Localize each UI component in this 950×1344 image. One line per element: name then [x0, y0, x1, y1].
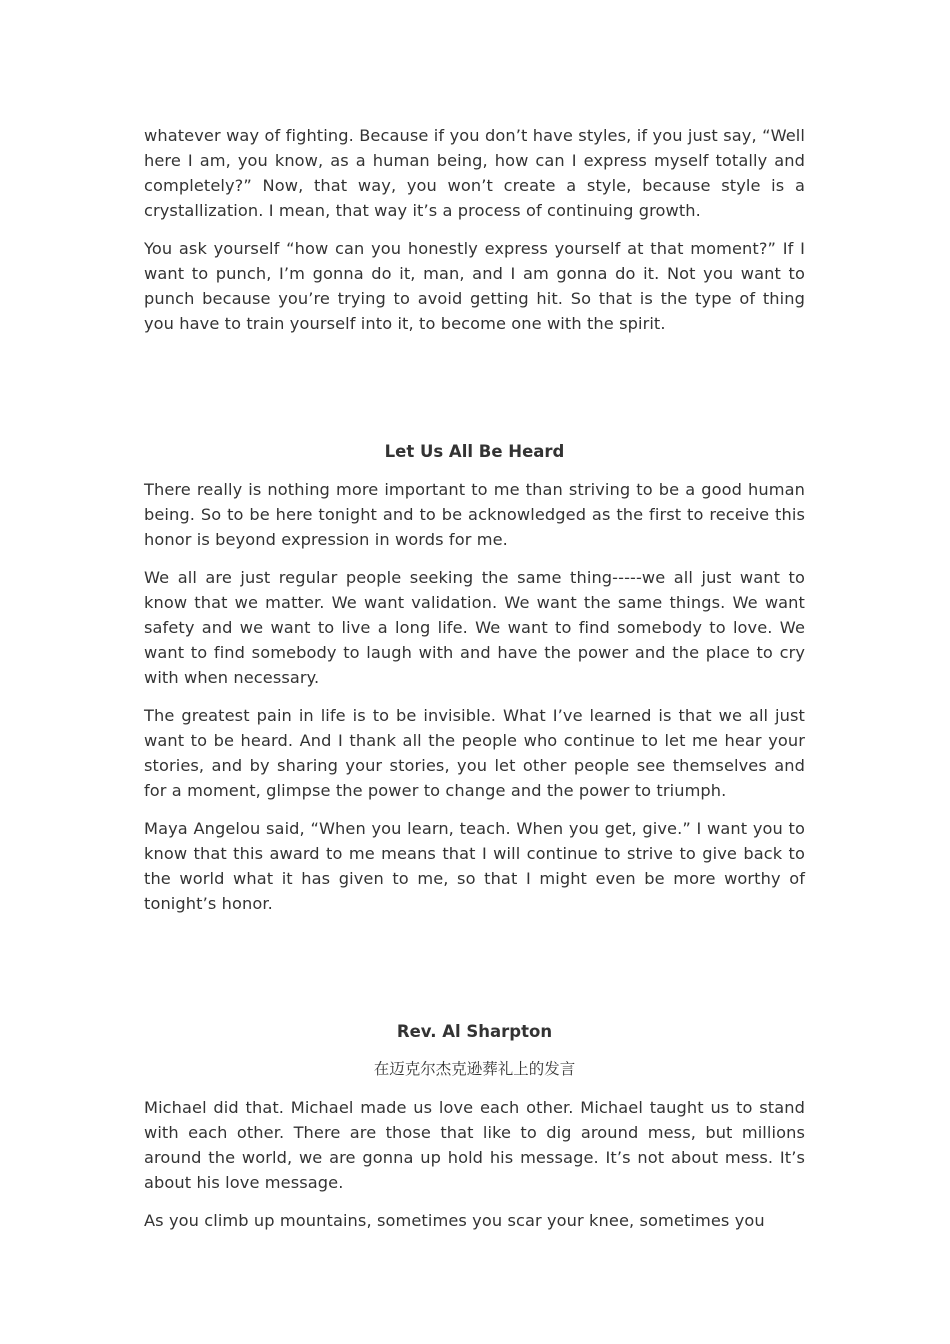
body-paragraph: Michael did that. Michael made us love each other. Michael taught us to stand with each other. There are those that like to dig around mess, but millions around the world, we are gonna up hold his message. It’s not about mess. It’s about his love message. [144, 1098, 805, 1192]
section-spacer [144, 349, 805, 439]
document-page [144, 123, 805, 1246]
body-paragraph: The greatest pain in life is to be invisible. What I’ve learned is that we all just want to be heard. And I thank all the people who continue to let me hear your stories, and by sharing your stories, you let other people see themselves and for a moment, glimpse the power to change and the power to triumph. [144, 706, 805, 800]
section-title: Rev. Al Sharpton [396, 1022, 553, 1041]
body-paragraph: You ask yourself “how can you honestly express yourself at that moment?” If I want to punch, I’m gonna do it, man, and I am gonna do it. Not you want to punch because you’re trying to avoid getting hit. So that is the type of thing you have to train yourself into it, to become one with the spirit. [144, 239, 805, 333]
body-paragraph: There really is nothing more important to me than striving to be a good human being. So to be here tonight and to be acknowledged as the first to receive this honor is beyond expression in words for me. [144, 480, 805, 549]
body-paragraph: As you climb up mountains, sometimes you scar your knee, sometimes you [144, 1211, 765, 1230]
section-subtitle: 在迈克尔杰克逊葬礼上的发言 [373, 1060, 576, 1078]
body-paragraph: We all are just regular people seeking the same thing-----we all just want to know that we matter. We want validation. We want the same things. We want safety and we want to live a long life. We want to find somebody to love. We want to find somebody to laugh with and have the power and the place to cry with when necessary. [144, 568, 805, 687]
body-paragraph: whatever way of fighting. Because if you don’t have styles, if you just say, “Well here I am, you know, as a human being, how can I express myself totally and completely?” Now, that way, you won’t create a style, because style is a crystallization. I mean, that way it’s a process of continuing growth. [144, 126, 805, 220]
body-paragraph: Maya Angelou said, “When you learn, teach. When you get, give.” I want you to know that this award to me means that I will continue to strive to give back to the world what it has given to me, so that I might even be more worthy of tonight’s honor. [144, 819, 805, 913]
section-title: Let Us All Be Heard [384, 442, 565, 461]
section-spacer [144, 929, 805, 1019]
